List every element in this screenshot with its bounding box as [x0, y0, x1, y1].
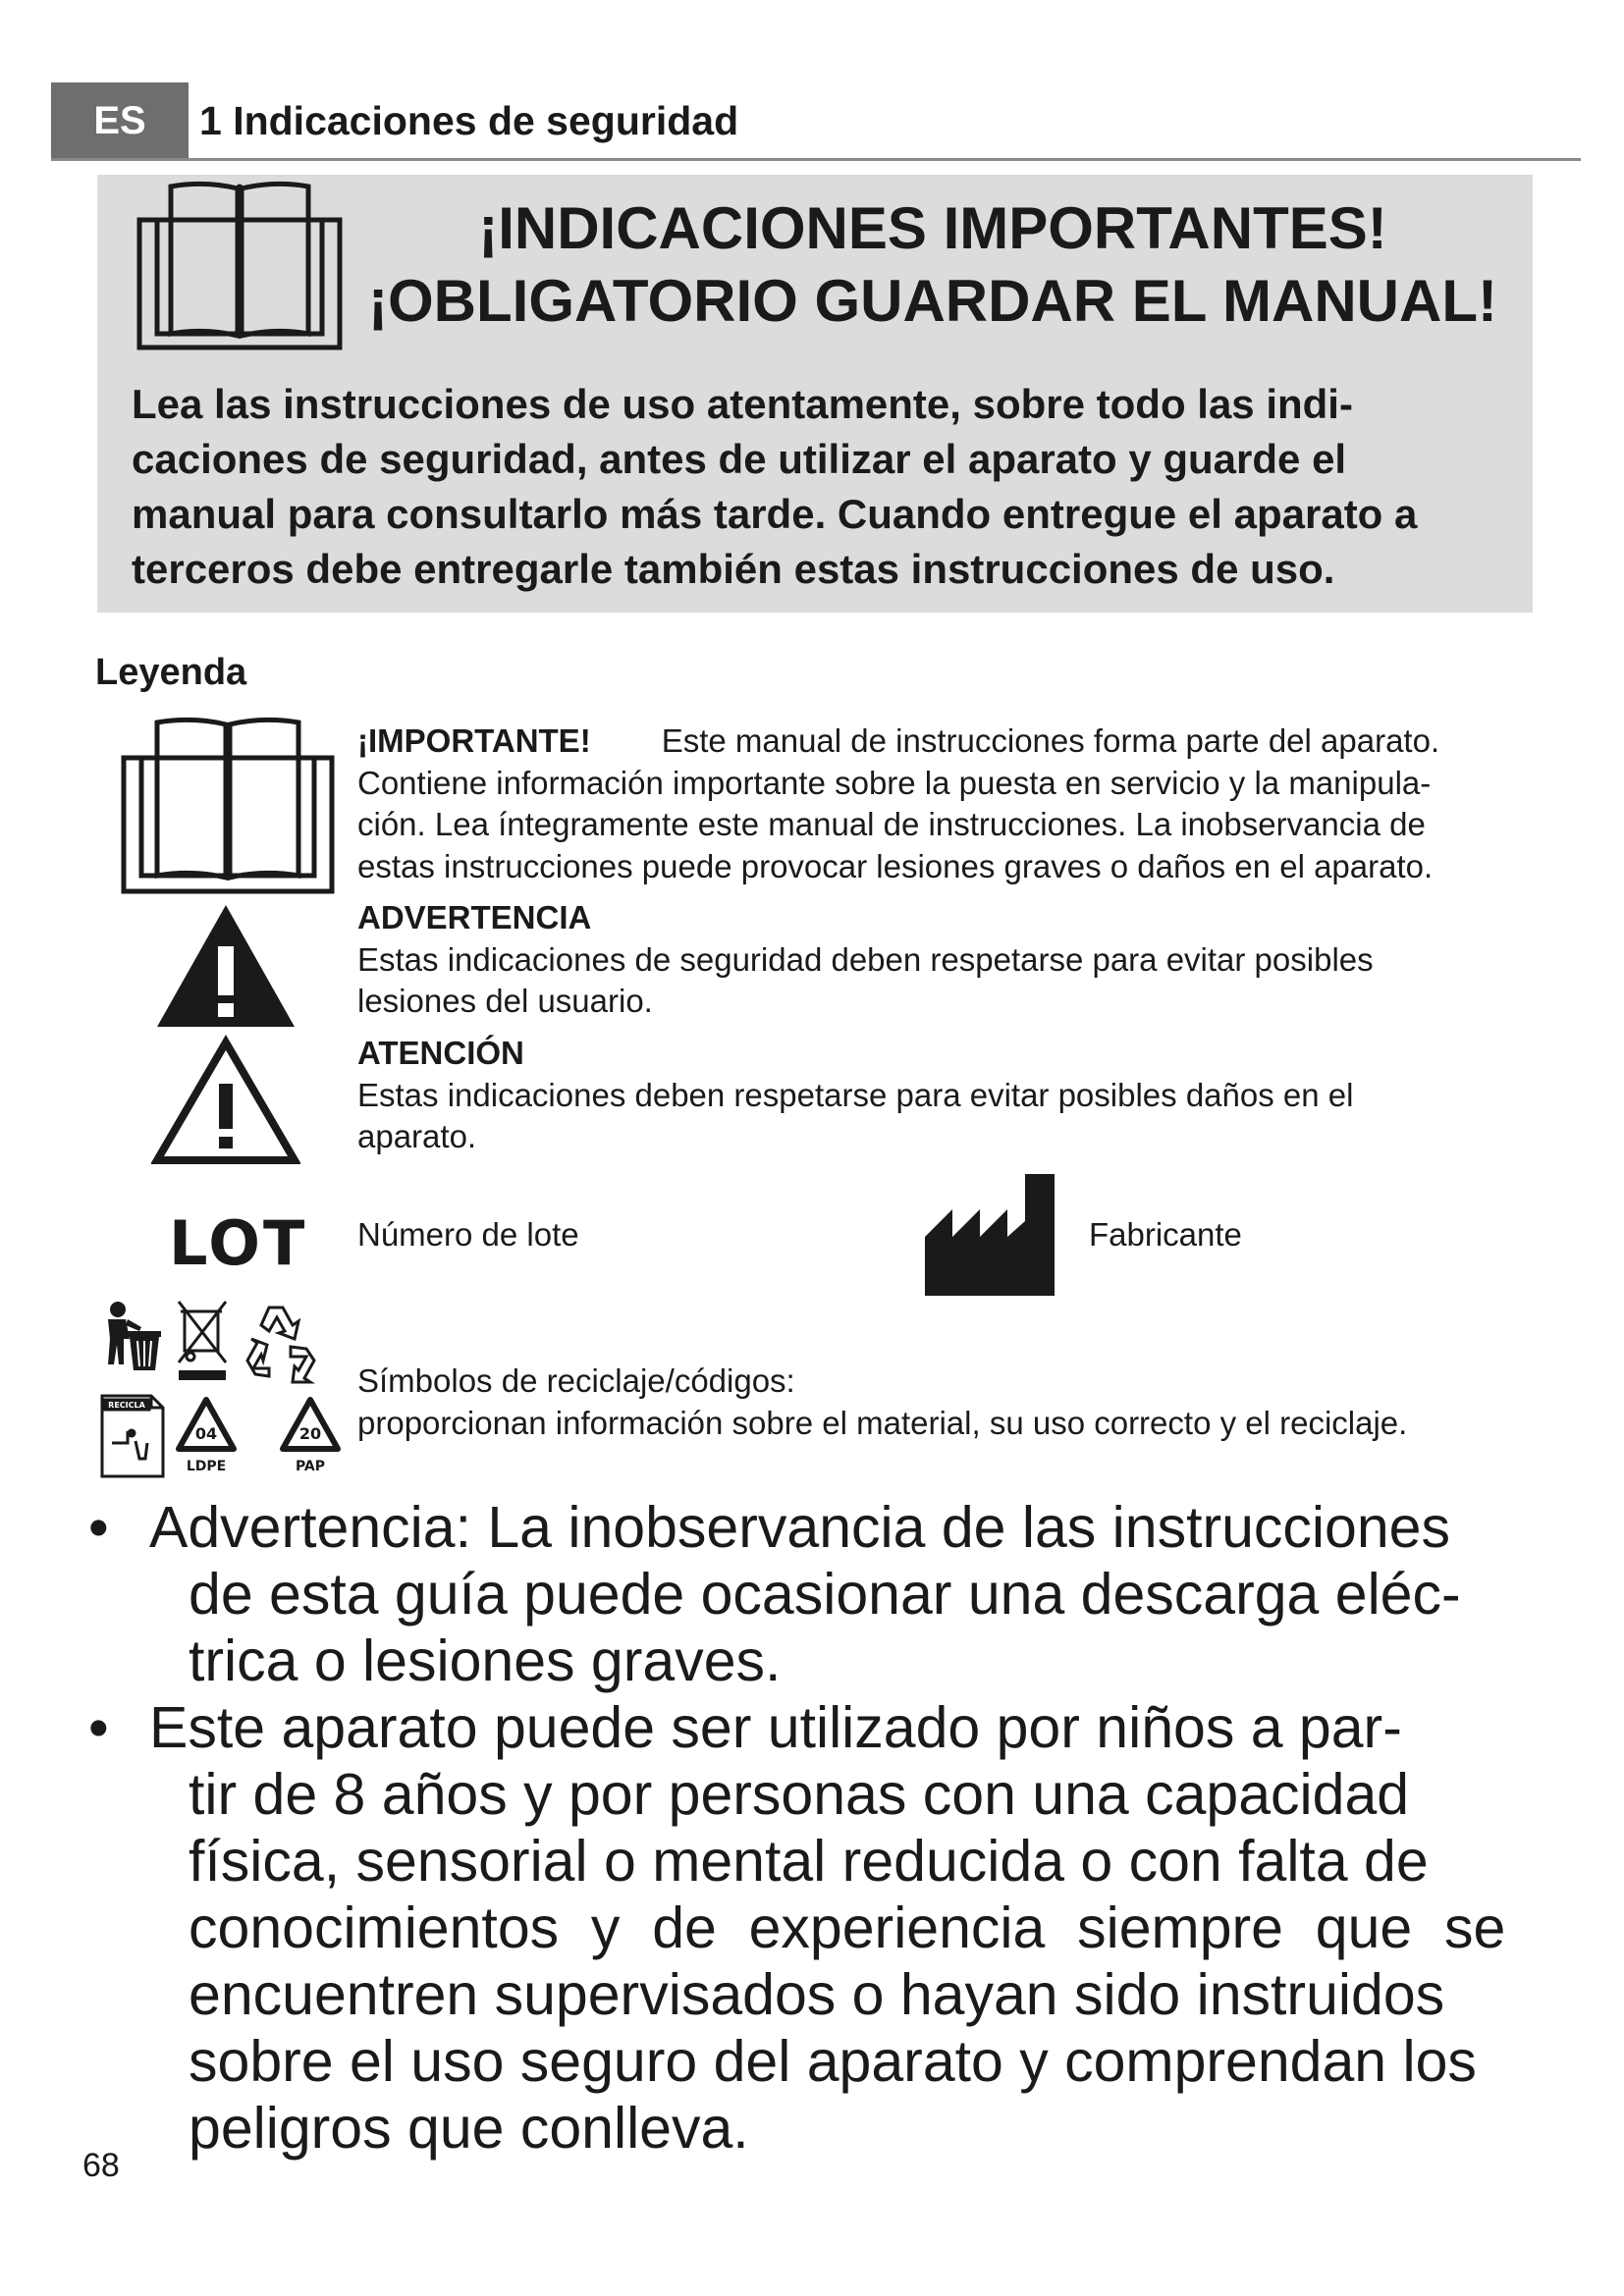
language-tab: ES	[51, 82, 189, 159]
legend-warning-line: Estas indicaciones de seguridad deben respetarse para evitar posibles	[357, 940, 1374, 978]
bullet-line: tir de 8 años y por personas con una capacidad	[189, 1762, 1410, 1827]
recycle-box-label: RECICLA	[108, 1401, 145, 1410]
bullet-line: conocimientos y de experiencia siempre que se	[189, 1896, 1506, 1960]
safety-bullet-list	[79, 1494, 1591, 2162]
legend-important-text	[357, 721, 1439, 887]
bullet-dot: •	[88, 1695, 109, 1760]
legend-important-label: ¡IMPORTANTE!	[357, 722, 591, 759]
lot-text: Número de lote	[357, 1216, 579, 1253]
bullet-line: encuentren supervisados o hayan sido instruidos	[189, 1962, 1445, 2027]
important-body	[132, 377, 1516, 597]
recycle-loop-icon	[247, 1308, 314, 1382]
header-rule	[51, 158, 1581, 161]
bullet-line: física, sensorial o mental reducida o con falta de	[189, 1829, 1429, 1894]
recycling-code-pap-label: PAP	[295, 1459, 326, 1474]
manual-book-icon	[120, 713, 336, 895]
bullet-line: Advertencia: La inobservancia de las instrucciones	[149, 1495, 1450, 1560]
legend-warning-text	[357, 897, 1374, 1023]
legend-important-first-line: Este manual de instrucciones forma parte del aparato.	[661, 722, 1440, 759]
bullet-item	[79, 1494, 1591, 1694]
recycling-symbols-icon	[96, 1298, 352, 1480]
important-body-line: caciones de seguridad, antes de utilizar el aparato y guarde el	[132, 436, 1347, 482]
section-title: 1 Indicaciones de seguridad	[199, 98, 739, 143]
legend-warning-line: lesiones del usuario.	[357, 983, 653, 1019]
legend-important-line: Contiene información importante sobre la puesta en servicio y la manipula-	[357, 764, 1432, 801]
legend-important-line: estas instrucciones puede provocar lesiones graves o daños en el aparato.	[357, 847, 1434, 884]
recycling-code-ldpe-number: 04	[194, 1424, 218, 1443]
bullet-line: Este aparato puede ser utilizado por niños a par-	[149, 1695, 1402, 1760]
manufacturer-factory-icon	[923, 1172, 1056, 1298]
bullet-line: peligros que conlleva.	[189, 2096, 749, 2161]
legend-caution-line: Estas indicaciones deben respetarse para evitar posibles daños en el	[357, 1076, 1354, 1113]
legend-title: Leyenda	[95, 652, 247, 693]
caution-triangle-icon	[151, 1035, 300, 1166]
manufacturer-text: Fabricante	[1089, 1216, 1242, 1253]
recycling-line: proporcionan información sobre el material, su uso correcto y el reciclaje.	[357, 1404, 1408, 1441]
legend-warning-label: ADVERTENCIA	[357, 899, 592, 935]
bullet-dot: •	[88, 1495, 109, 1560]
lot-symbol: LOT	[169, 1207, 308, 1279]
recycling-text	[357, 1361, 1407, 1444]
important-heading-line-2: ¡OBLIGATORIO GUARDAR EL MANUAL!	[368, 268, 1497, 334]
important-body-line: manual para consultarlo más tarde. Cuando entregue el aparato a	[132, 491, 1418, 537]
bullet-line: trica o lesiones graves.	[189, 1629, 782, 1693]
recycling-line: Símbolos de reciclaje/códigos:	[357, 1362, 795, 1399]
open-book-icon	[135, 177, 344, 351]
important-heading	[353, 192, 1512, 338]
important-body-line: Lea las instrucciones de uso atentamente, sobre todo las indi-	[132, 381, 1353, 427]
legend-caution-text	[357, 1033, 1353, 1158]
recycling-code-ldpe-label: LDPE	[186, 1459, 227, 1474]
weee-crossed-bin-icon	[179, 1302, 226, 1362]
important-heading-line-1: ¡INDICACIONES IMPORTANTES!	[478, 195, 1387, 261]
bullet-line: sobre el uso seguro del aparato y comprendan los	[189, 2029, 1477, 2094]
recycling-code-pap-number: 20	[298, 1424, 322, 1443]
page-number: 68	[82, 2147, 120, 2184]
important-body-line: terceros debe entregarle también estas instrucciones de uso.	[132, 546, 1335, 592]
warning-triangle-icon	[153, 901, 298, 1031]
legend-caution-label: ATENCIÓN	[357, 1035, 524, 1071]
bullet-item	[79, 1694, 1591, 2162]
legend-caution-line: aparato.	[357, 1118, 477, 1154]
bullet-line: de esta guía puede ocasionar una descarga eléc-	[189, 1562, 1461, 1627]
legend-important-line: ción. Lea íntegramente este manual de instrucciones. La inobservancia de	[357, 806, 1426, 842]
tidy-man-icon	[108, 1302, 161, 1370]
